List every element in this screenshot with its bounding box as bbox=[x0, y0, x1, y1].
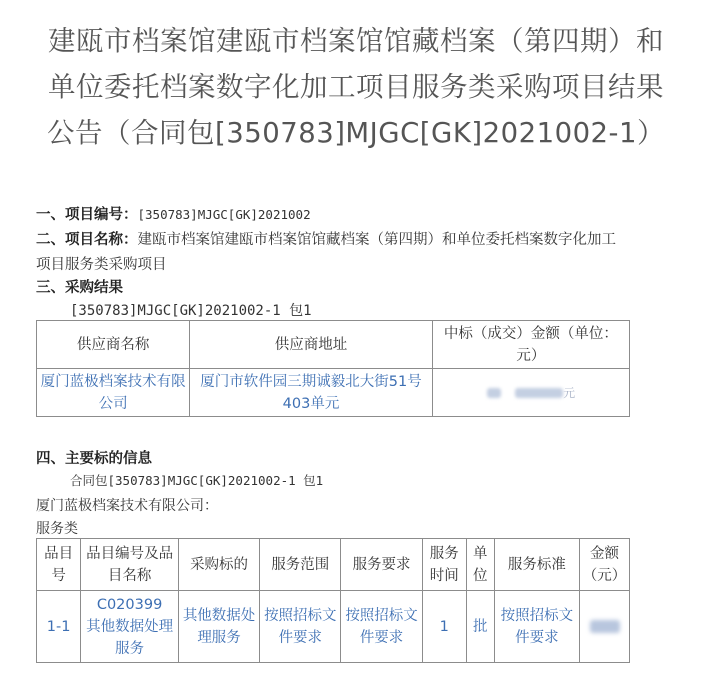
header-amount: 金额（元） bbox=[580, 539, 630, 591]
supplier-address-cell: 厦门市软件园三期诚毅北大街51号403单元 bbox=[190, 369, 432, 417]
header-winning-amount: 中标（成交）金额（单位：元） bbox=[432, 321, 629, 369]
winning-amount-cell bbox=[432, 369, 629, 417]
main-items-company: 厦门蓝极档案技术有限公司： bbox=[36, 498, 218, 514]
header-scope: 服务范围 bbox=[260, 539, 341, 591]
header-requirement: 服务要求 bbox=[341, 539, 422, 591]
header-supplier-address: 供应商地址 bbox=[190, 321, 432, 369]
requirement-cell: 按照招标文件要求 bbox=[341, 591, 422, 663]
target-cell: 其他数据处理服务 bbox=[178, 591, 259, 663]
header-unit: 单位 bbox=[466, 539, 494, 591]
item-code: C020399 bbox=[96, 596, 163, 613]
redacted-amount-part-2 bbox=[515, 388, 563, 398]
project-number-value: [350783]MJGC[GK]2021002 bbox=[137, 207, 311, 222]
project-name-row bbox=[36, 228, 616, 249]
procurement-result-heading-text: 三、采购结果 bbox=[36, 280, 123, 296]
project-name-value: 建瓯市档案馆建瓯市档案馆馆藏档案（第四期）和单位委托档案数字化加工 bbox=[137, 232, 616, 248]
redacted-amount-part-1 bbox=[487, 388, 501, 398]
main-items-heading-text: 四、主要标的信息 bbox=[36, 451, 152, 467]
main-items-package-label bbox=[70, 471, 323, 489]
scope-cell: 按照招标文件要求 bbox=[260, 591, 341, 663]
main-items-package-text: 合同包[350783]MJGC[GK]2021002-1 包1 bbox=[70, 473, 324, 488]
main-items-heading bbox=[36, 447, 152, 468]
result-table-row bbox=[37, 369, 630, 417]
title-line-1: 建瓯市档案馆建瓯市档案馆馆藏档案（第四期）和 bbox=[48, 25, 664, 57]
project-number-row bbox=[36, 203, 311, 224]
items-table-header-row bbox=[37, 539, 630, 591]
item-name: 其他数据处理服务 bbox=[86, 618, 174, 657]
title-line-2: 单位委托档案数字化加工项目服务类采购项目结果 bbox=[48, 71, 664, 103]
procurement-result-heading bbox=[36, 276, 123, 297]
header-standard: 服务标准 bbox=[494, 539, 579, 591]
unit-cell: 批 bbox=[466, 591, 494, 663]
header-supplier-name: 供应商名称 bbox=[37, 321, 190, 369]
items-table-row bbox=[37, 591, 630, 663]
amount-unit-suffix: 元 bbox=[563, 385, 576, 400]
header-item-code-name: 品目编号及品目名称 bbox=[81, 539, 179, 591]
main-items-category: 服务类 bbox=[36, 521, 78, 537]
time-cell: 1 bbox=[422, 591, 466, 663]
project-number-label: 一、项目编号： bbox=[36, 207, 138, 223]
header-time: 服务时间 bbox=[422, 539, 466, 591]
redacted-amount bbox=[590, 620, 620, 633]
amount-cell bbox=[580, 591, 630, 663]
project-name-label: 二、项目名称： bbox=[36, 232, 138, 248]
standard-cell: 按照招标文件要求 bbox=[494, 591, 579, 663]
announcement-title bbox=[0, 18, 712, 156]
result-package-label: [350783]MJGC[GK]2021002-1 包1 bbox=[70, 303, 312, 319]
title-line-3: 公告（合同包[350783]MJGC[GK]2021002-1） bbox=[47, 117, 665, 149]
header-item-no: 品目号 bbox=[37, 539, 81, 591]
header-target: 采购标的 bbox=[178, 539, 259, 591]
supplier-name-cell: 厦门蓝极档案技术有限公司 bbox=[37, 369, 190, 417]
procurement-result-table bbox=[36, 320, 630, 417]
item-no-cell: 1-1 bbox=[37, 591, 81, 663]
project-name-continuation: 项目服务类采购项目 bbox=[36, 257, 167, 273]
item-code-name-cell bbox=[81, 591, 179, 663]
result-table-header-row bbox=[37, 321, 630, 369]
main-items-table bbox=[36, 538, 630, 663]
